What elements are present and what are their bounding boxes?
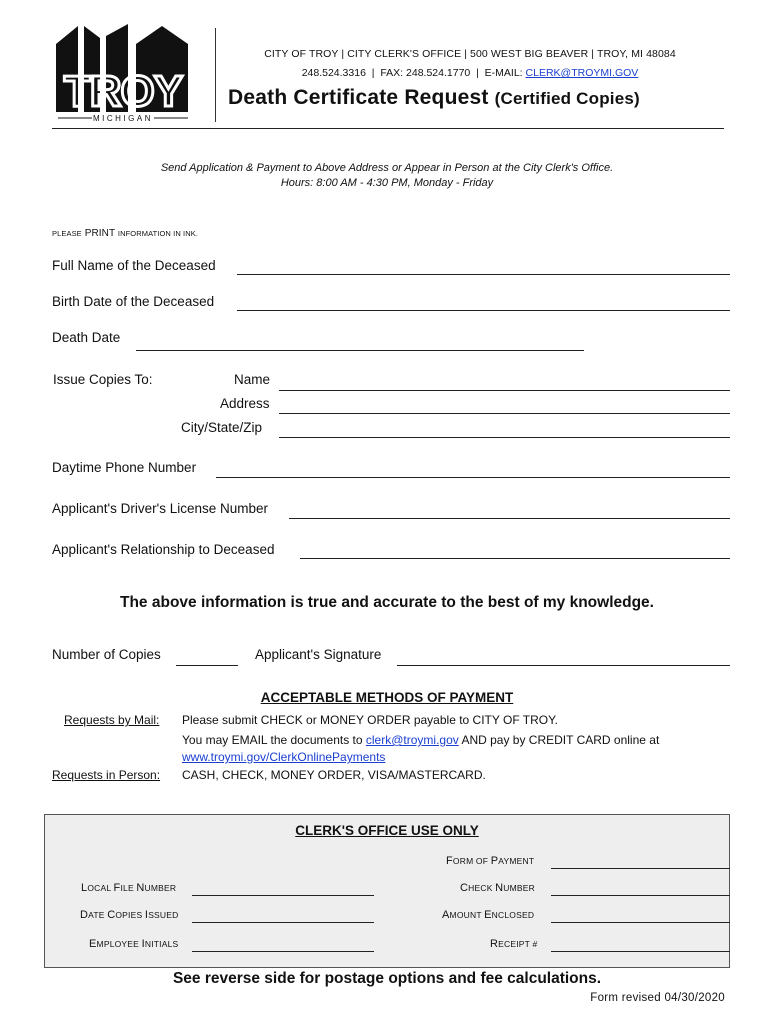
instructions-line-1: Send Application & Payment to Above Address or Appear in Person at the City Clerk's Office.	[160, 162, 614, 174]
recipient-city-label: City/State/Zip	[181, 420, 263, 435]
amount-enclosed-label: AMOUNT ENCLOSED	[442, 909, 535, 921]
header-contact: 248.524.3316 | FAX: 248.524.1770 | E-MAIL: CLERK@TROYMI.GOV	[301, 67, 639, 79]
relationship-field[interactable]	[300, 558, 730, 559]
person-requests-label: Requests in Person:	[52, 768, 161, 782]
logo-state: MICHIGAN	[93, 114, 153, 123]
header-divider	[215, 28, 216, 122]
amount-enclosed-field[interactable]	[551, 922, 730, 923]
mail-requests-line-2: You may EMAIL the documents to clerk@troymi.gov AND pay by CREDIT CARD online at	[182, 733, 660, 747]
form-of-payment-field[interactable]	[551, 868, 730, 869]
logo-wordmark: TROY	[63, 67, 183, 116]
check-number-label: CHECK NUMBER	[460, 882, 535, 894]
office-use-title: CLERK'S OFFICE USE ONLY	[295, 823, 479, 838]
signature-field[interactable]	[397, 665, 730, 666]
relationship-label: Applicant's Relationship to Deceased	[52, 542, 275, 557]
birth-date-field[interactable]	[237, 310, 730, 311]
page-title	[228, 86, 640, 110]
online-payment-line	[182, 750, 385, 764]
drivers-license-field[interactable]	[289, 518, 730, 519]
troy-logo	[52, 22, 194, 126]
receipt-label: RECEIPT #	[490, 938, 538, 950]
date-copies-issued-label: DATE COPIES ISSUED	[80, 909, 179, 921]
clerk-email-link[interactable]: clerk@troymi.gov	[365, 733, 459, 747]
header-rule	[52, 128, 724, 129]
birth-date-label: Birth Date of the Deceased	[52, 294, 215, 309]
full-name-field[interactable]	[237, 274, 730, 275]
check-number-field[interactable]	[551, 895, 730, 896]
instructions-hours: Hours: 8:00 AM - 4:30 PM, Monday - Friday	[280, 177, 494, 189]
reverse-side-note: See reverse side for postage options and fee calculations.	[172, 970, 602, 987]
header-email-link[interactable]: CLERK@TROYMI.GOV	[525, 67, 639, 79]
form-revised-date: Form revised 04/30/2020	[590, 992, 725, 1004]
print-note: PLEASE PRINT INFORMATION IN INK.	[52, 228, 198, 239]
date-copies-issued-field[interactable]	[192, 922, 374, 923]
issue-copies-label: Issue Copies To:	[53, 372, 153, 387]
copies-label: Number of Copies	[52, 647, 161, 662]
daytime-phone-label: Daytime Phone Number	[52, 460, 197, 475]
attestation-statement: The above information is true and accurate to the best of my knowledge.	[120, 594, 654, 611]
recipient-address-label: Address	[220, 396, 270, 411]
death-date-label: Death Date	[52, 330, 121, 345]
form-of-payment-label: FORM OF PAYMENT	[446, 855, 535, 867]
employee-initials-field[interactable]	[192, 951, 374, 952]
header-email-label: E-MAIL:	[484, 67, 523, 79]
daytime-phone-field[interactable]	[216, 477, 730, 478]
drivers-license-label: Applicant's Driver's License Number	[52, 501, 268, 516]
employee-initials-label: EMPLOYEE INITIALS	[89, 938, 179, 950]
title-sub: (Certified Copies)	[494, 89, 640, 108]
receipt-field[interactable]	[551, 951, 730, 952]
header-address: CITY OF TROY | CITY CLERK'S OFFICE | 500 WEST BIG BEAVER | TROY, MI 48084	[264, 48, 676, 60]
recipient-name-label: Name	[234, 372, 271, 387]
recipient-city-field[interactable]	[279, 437, 730, 438]
title-main: Death Certificate Request	[228, 86, 489, 109]
local-file-number-label: LOCAL FILE NUMBER	[81, 882, 177, 894]
copies-field[interactable]	[176, 665, 238, 666]
full-name-label: Full Name of the Deceased	[52, 258, 216, 273]
mail-requests-label: Requests by Mail:	[64, 713, 160, 727]
recipient-name-field[interactable]	[279, 390, 730, 391]
recipient-address-field[interactable]	[279, 413, 730, 414]
header-fax: FAX: 248.524.1770	[380, 67, 471, 79]
signature-label: Applicant's Signature	[255, 647, 382, 662]
payment-title: ACCEPTABLE METHODS OF PAYMENT	[260, 690, 514, 705]
header-phone: 248.524.3316	[301, 67, 366, 79]
mail-requests-line-1: Please submit CHECK or MONEY ORDER payable to CITY OF TROY.	[182, 713, 558, 727]
death-date-field[interactable]	[136, 350, 584, 351]
online-payments-link[interactable]: www.troymi.gov/ClerkOnlinePayments	[182, 750, 386, 764]
person-requests-line: CASH, CHECK, MONEY ORDER, VISA/MASTERCARD.	[182, 768, 486, 782]
local-file-number-field[interactable]	[192, 895, 374, 896]
